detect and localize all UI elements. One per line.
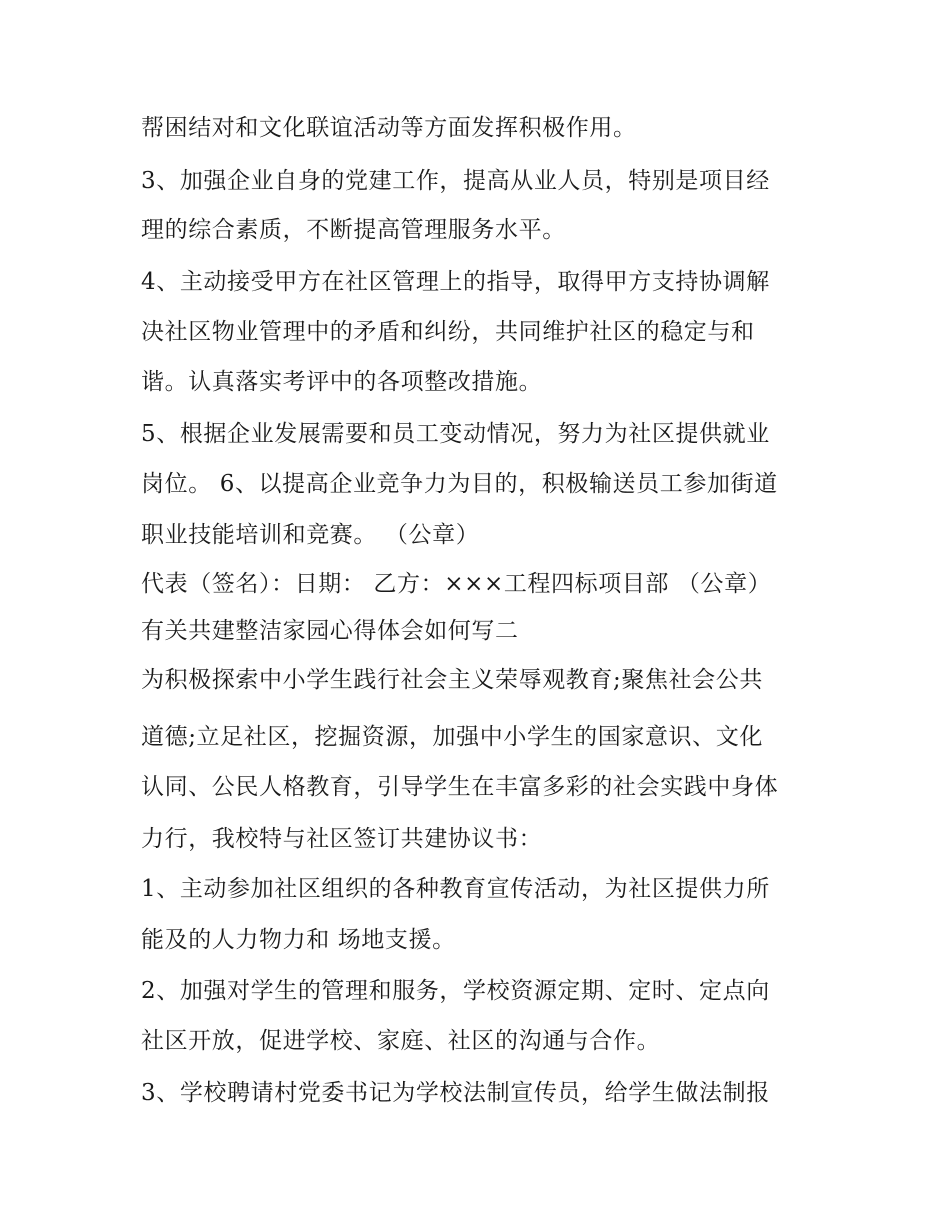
text-line: 岗位。 6、以提高企业竞争力为目的，积极输送员工参加街道 [141, 471, 778, 497]
text-line: 谐。认真落实考评中的各项整改措施。 [141, 369, 543, 395]
text-line: 社区开放，促进学校、家庭、社区的沟通与合作。 [141, 1028, 661, 1054]
text-line: 力行，我校特与社区签订共建协议书： [141, 826, 543, 852]
text-line: 3、加强企业自身的党建工作，提高从业人员，特别是项目经 [141, 168, 770, 194]
text-line: 决社区物业管理中的矛盾和纠纷，共同维护社区的稳定与和 [141, 319, 755, 345]
text-line: 职业技能培训和竞赛。 （公章） [141, 522, 480, 548]
text-line: 3、学校聘请村党委书记为学校法制宣传员，给学生做法制报 [141, 1080, 770, 1106]
text-line: 帮困结对和文化联谊活动等方面发挥积极作用。 [141, 115, 637, 141]
text-line: 能及的人力物力和 场地支援。 [141, 927, 456, 953]
section-heading: 有关共建整洁家园心得体会如何写二 [141, 618, 519, 644]
text-line: 1、主动参加社区组织的各种教育宣传活动，为社区提供力所 [141, 876, 770, 902]
text-line: 理的综合素质，不断提高管理服务水平。 [141, 217, 566, 243]
text-line: 2、加强对学生的管理和服务，学校资源定期、定时、定点向 [141, 978, 770, 1004]
text-line: 4、主动接受甲方在社区管理上的指导，取得甲方支持协调解 [141, 269, 770, 295]
text-line: 道德;立足社区，挖掘资源，加强中小学生的国家意识、文化 [141, 724, 763, 750]
text-line: 为积极探索中小学生践行社会主义荣辱观教育;聚焦社会公共 [141, 667, 763, 693]
signature-line: 代表（签名）：日期： 乙方：×××工程四标项目部 （公章） [141, 571, 772, 597]
text-line: 5、根据企业发展需要和员工变动情况，努力为社区提供就业 [141, 421, 770, 447]
text-line: 认同、公民人格教育，引导学生在丰富多彩的社会实践中身体 [141, 774, 779, 800]
